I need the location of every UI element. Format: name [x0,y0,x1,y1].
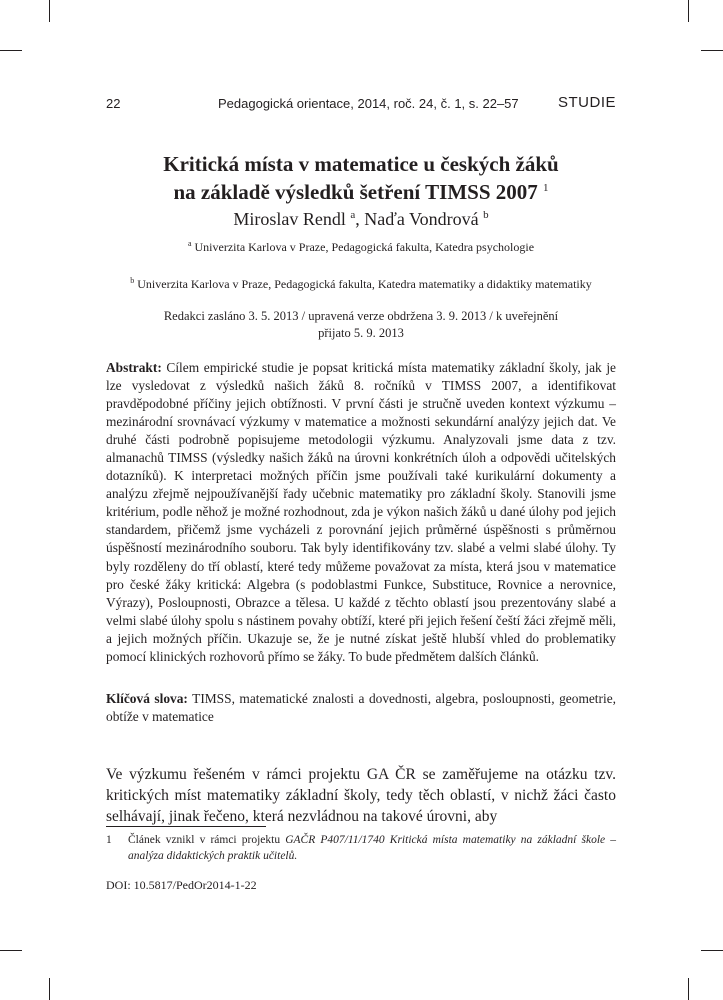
author-separator: , [355,209,365,229]
body-paragraph: Ve výzkumu řešeném v rámci projektu GA ČR se zaměřujeme na otázku tzv. kritických míst matematiky základní školy, tedy těch oblastí, v nichž žáci často selhávají, jinak řečeno, která nezvládnou na takové úrovni, aby [106,766,616,825]
keywords-label: Klíčová slova: [106,691,188,706]
received-dates [146,308,576,342]
title-line-2 [106,178,616,206]
affiliation-b [106,276,616,292]
abstract-label: Abstrakt: [106,360,162,375]
affiliation-b-mark: b [130,276,135,285]
keywords-text: TIMSS, matematické znalosti a dovednosti, algebra, posloupnosti, geometrie, obtíže v matematice [106,691,616,724]
crop-mark [688,978,689,1000]
affiliation-a-mark: a [187,239,192,248]
crop-mark [0,950,22,951]
affiliation-a-text: Univerzita Karlova v Praze, Pedagogická fakulta, Katedra psychologie [194,240,535,254]
crop-mark [0,50,22,51]
running-head [106,94,616,114]
doi: DOI: 10.5817/PedOr2014-1-22 [106,878,257,892]
author-1: Miroslav Rendl [233,209,346,229]
title-footnote-mark: 1 [543,182,549,194]
keywords [106,690,616,726]
journal-citation: Pedagogická orientace, 2014, roč. 24, č. 1, s. 22–57 [218,96,519,111]
crop-mark [49,978,50,1000]
footnote-text [128,832,616,864]
crop-mark [701,50,723,51]
crop-mark [688,0,689,22]
abstract [106,359,616,666]
footnote-rule [106,826,266,827]
received-line-1: Redakci zasláno 3. 5. 2013 / upravená verze obdržena 3. 9. 2013 / k uveřejnění [163,309,559,323]
received-line-2: přijato 5. 9. 2013 [318,326,404,340]
author-1-mark: a [350,209,356,221]
footnote-text-italic: GAČR P407/11/1740 Kritická místa matematiky na základní škole – analýza didaktických praktik učitelů. [128,834,616,862]
author-2: Naďa Vondrová [364,209,479,229]
title-line-1: Kritická místa v matematice u českých žáků [163,152,559,176]
article-title [106,150,616,206]
title-line-2-text: na základě výsledků šetření TIMSS 2007 [173,180,538,204]
footnote-text-plain: Článek vznikl v rámci projektu [128,834,286,846]
footnote [106,832,616,864]
section-label: STUDIE [557,94,616,111]
author-2-mark: b [483,209,489,221]
page-number: 22 [106,96,121,111]
abstract-text: Cílem empirické studie je popsat kritická místa matematiky základní školy, jak je lze vysledovat z výsledků našich žáků 8. ročníků v TIMSS 2007, a identifikovat pravděpodobné příčiny jejich obtížnosti. V první části je stručně uveden kontext výzkumu – mezinárodní srovnávací výzkumy v matematice a možnosti sekundární analýzy jejich dat. Ve druhé části podrobně popisujeme metodologii výzkumu. Analyzovali jsme data z tzv. almanachů TIMSS (výsledky našich žáků na úrovni konkrétních úloh a odpovědi učitelských dotazníků). K interpretaci možných příčin jsme používali také kurikulární dokumenty a analýzu zřejmě nejpoužívanější řady učebnic matematiky pro základní školy. Stanovili jsme kritérium, podle něhož je možné rozhodnout, zda je výkon našich žáků u dané úlohy pod jejich standardem, přičemž jsme vycházeli z porovnání jejich průměrné úspěšnosti s průměrnou úspěšností mezinárodního souboru. Tak byly identifikovány tzv. slabé a velmi slabé úlohy. Ty byly rozděleny do tří oblastí, které tedy můžeme považovat za místa, která jsou v matematice pro české žáky kritická: Algebra (s podoblastmi Funkce, Substituce, Rovnice a nerovnice, Výrazy), Posloupnosti, Obrazce a tělesa. U každé z těchto oblastí jsou prezentovány slabé a velmi slabé úlohy spolu s nástinem povahy obtíží, které při jejich řešení čeští žáci zřejmě měli, a jejich možných příčin. Ukazuje se, že je nutné získat ještě hlubší vhled do problematiky pomocí klinických rozhovorů přímo se žáky. To bude předmětem dalších článků. [106,360,616,664]
affiliation-a [106,239,616,255]
crop-mark [701,950,723,951]
crop-mark [49,0,50,22]
affiliation-b-text: Univerzita Karlova v Praze, Pedagogická fakulta, Katedra matematiky a didaktiky matematiky [137,277,592,291]
authors [106,208,616,230]
footnote-number: 1 [106,834,112,846]
